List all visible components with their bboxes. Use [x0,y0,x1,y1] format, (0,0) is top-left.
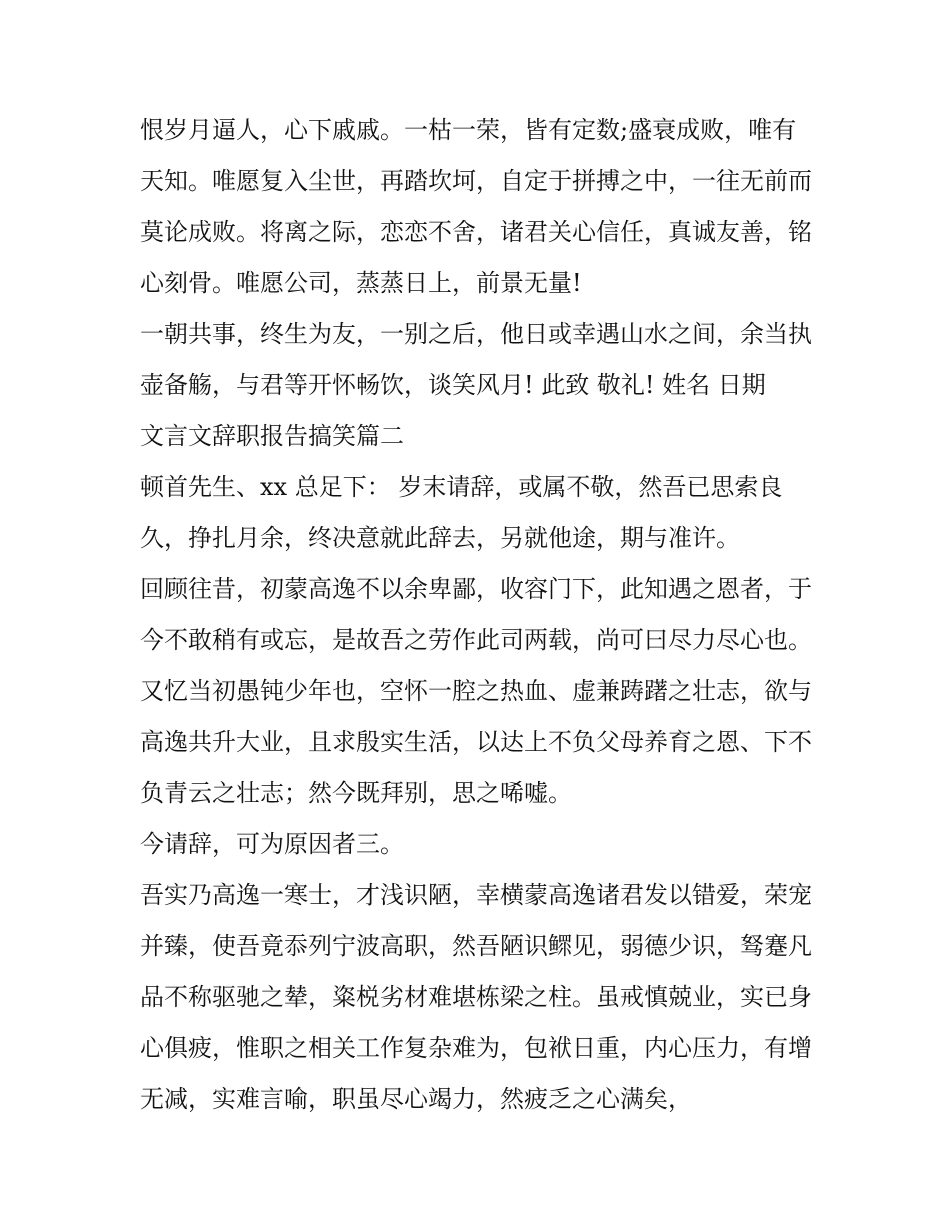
paragraph-closing: 一朝共事，终生为友，一别之后，他日或幸遇山水之间，余当执壶备觞，与君等开怀畅饮，谈笑风月! 此致 敬礼! 姓名 日期 [140,320,812,399]
paragraph-salutation: 顿首先生、xx 总足下： 岁末请辞，或属不敬，然吾已思索良久，挣扎月余，终决意就此辞去，另就他途，期与准许。 [140,473,783,552]
paragraph-retrospect: 回顾往昔，初蒙高逸不以余卑鄙，收容门下，此知遇之恩者，于今不敢稍有或忘，是故吾之劳作此司两载，尚可曰尽力尽心也。又忆当初愚钝少年也，空怀一腔之热血、虚兼踌躇之壮志，欲与高逸共升大业，且求殷实生活，以达上不负父母养育之恩、下不负青云之壮志；然今既拜别，思之唏嘘。 [140,575,812,807]
paragraph-reason-one: 吾实乃高逸一寒士，才浅识陋，幸横蒙高逸诸君发以错爱，荣宠并臻，使吾竟忝列宁波高职，然吾陋识鳏见，弱德少识，驽蹇凡品不称驱驰之辇，粢棁劣材难堪栋梁之柱。虽戒慎兢业，实已身心俱疲，惟职之相关工作复杂难为，包袱日重，内心压力，有增无减，实难言喻，职虽尽心竭力，然疲乏之心满矣， [140,881,812,1113]
document-body [140,105,820,1125]
paragraph-reasons-intro: 今请辞，可为原因者三。 [140,830,404,858]
paragraph-farewell: 恨岁月逼人，心下戚戚。一枯一荣，皆有定数;盛衰成败，唯有天知。唯愿复入尘世，再踏坎坷，自定于拼搏之中，一往无前而莫论成败。将离之际，恋恋不舍，诸君关心信任，真诚友善，铭心刻骨。唯愿公司，蒸蒸日上，前景无量! [140,116,812,297]
section-heading: 文言文辞职报告搞笑篇二 [140,422,404,450]
